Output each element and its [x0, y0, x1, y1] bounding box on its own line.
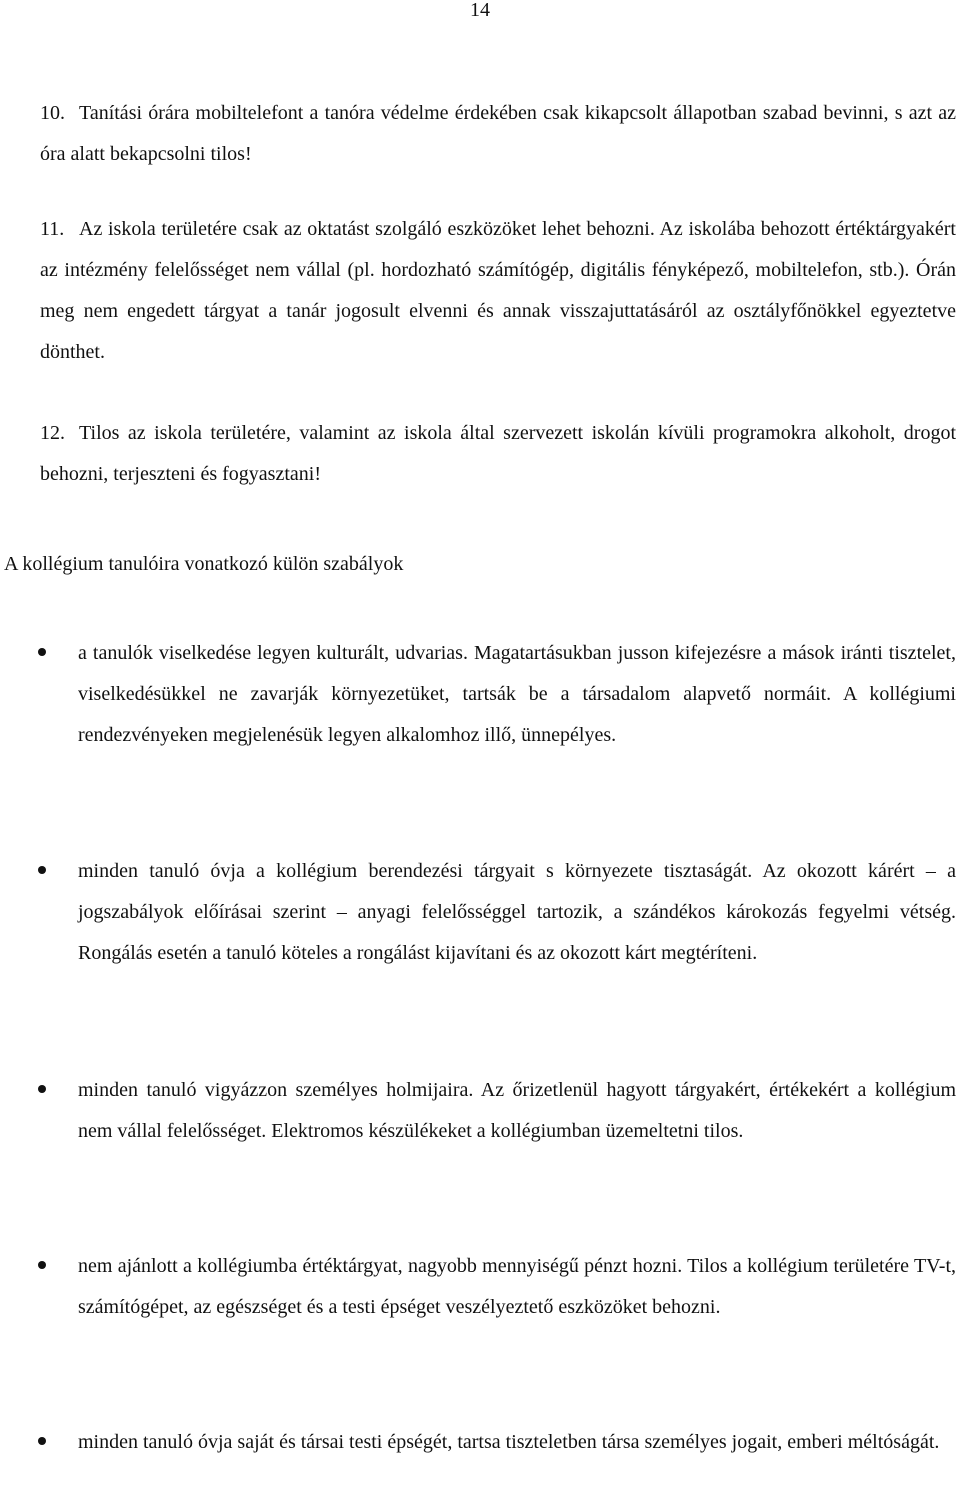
rule-text: Az iskola területére csak az oktatást szolgáló eszközöket lehet behozni. Az iskolába behozott értéktárgyakért az intézmény felelősséget nem vállal (pl. hordozható számítógép, digitális fényképező, mobiltelefon, stb.). Órán meg nem engedett tárgyat a tanár jogosult elvenni és annak visszajuttatásáról az osztályfőnökkel egyeztetve dönthet. — [40, 218, 956, 363]
bullet-icon — [38, 648, 46, 656]
rule-text: Tilos az iskola területére, valamint az iskola által szervezett iskolán kívüli programokra alkoholt, drogot behozni, terjeszteni és fogyasztani! — [40, 422, 956, 485]
section-heading: A kollégium tanulóira vonatkozó külön szabályok — [4, 553, 404, 575]
bullet-text: nem ajánlott a kollégiumba értéktárgyat, nagyobb mennyiségű pénzt hozni. Tilos a kollégium területére TV-t, számítógépet, az egészséget és a testi épséget veszélyeztető eszközöket behozni. — [78, 1255, 956, 1318]
bullet-text: minden tanuló vigyázzon személyes holmijaira. Az őrizetlenül hagyott tárgyakért, értékekért a kollégium nem vállal felelősséget. Elektromos készülékeket a kollégiumban üzemeltetni tilos. — [78, 1079, 956, 1142]
bullet-item — [78, 633, 956, 756]
page-number: 14 — [470, 0, 490, 21]
rule-text: Tanítási órára mobiltelefont a tanóra védelme érdekében csak kikapcsolt állapotban szabad bevinni, s azt az óra alatt bekapcsolni tilos! — [40, 102, 956, 165]
bullet-text: minden tanuló óvja saját és társai testi épségét, tartsa tiszteletben társa személyes jogait, emberi méltóságát. — [78, 1431, 940, 1453]
bullet-icon — [38, 1261, 46, 1269]
bullet-icon — [38, 1085, 46, 1093]
bullet-item — [78, 1246, 956, 1328]
rule-number: 10. — [40, 102, 65, 124]
bullet-item — [78, 1070, 956, 1152]
rule-item-12 — [40, 413, 956, 495]
bullet-item — [78, 851, 956, 974]
bullet-icon — [38, 1437, 46, 1445]
bullet-item — [78, 1422, 956, 1463]
rule-number: 12. — [40, 422, 65, 444]
rule-item-11 — [40, 209, 956, 373]
bullet-icon — [38, 866, 46, 874]
bullet-text: minden tanuló óvja a kollégium berendezési tárgyait s környezete tisztaságát. Az okozott kárért – a jogszabályok előírásai szerint – anyagi felelősséggel tartozik, a szándékos károkozás fegyelmi vétség. Rongálás esetén a tanuló köteles a rongálást kijavítani és az okozott kárt megtéríteni. — [78, 860, 956, 964]
rule-number: 11. — [40, 218, 65, 240]
bullet-text: a tanulók viselkedése legyen kulturált, udvarias. Magatartásukban jusson kifejezésre a mások iránti tisztelet, viselkedésükkel ne zavarják környezetüket, tartsák be a társadalom alapvető normáit. A kollégiumi rendezvényeken megjelenésük legyen alkalomhoz illő, ünnepélyes. — [78, 642, 956, 746]
rule-item-10 — [40, 93, 956, 175]
